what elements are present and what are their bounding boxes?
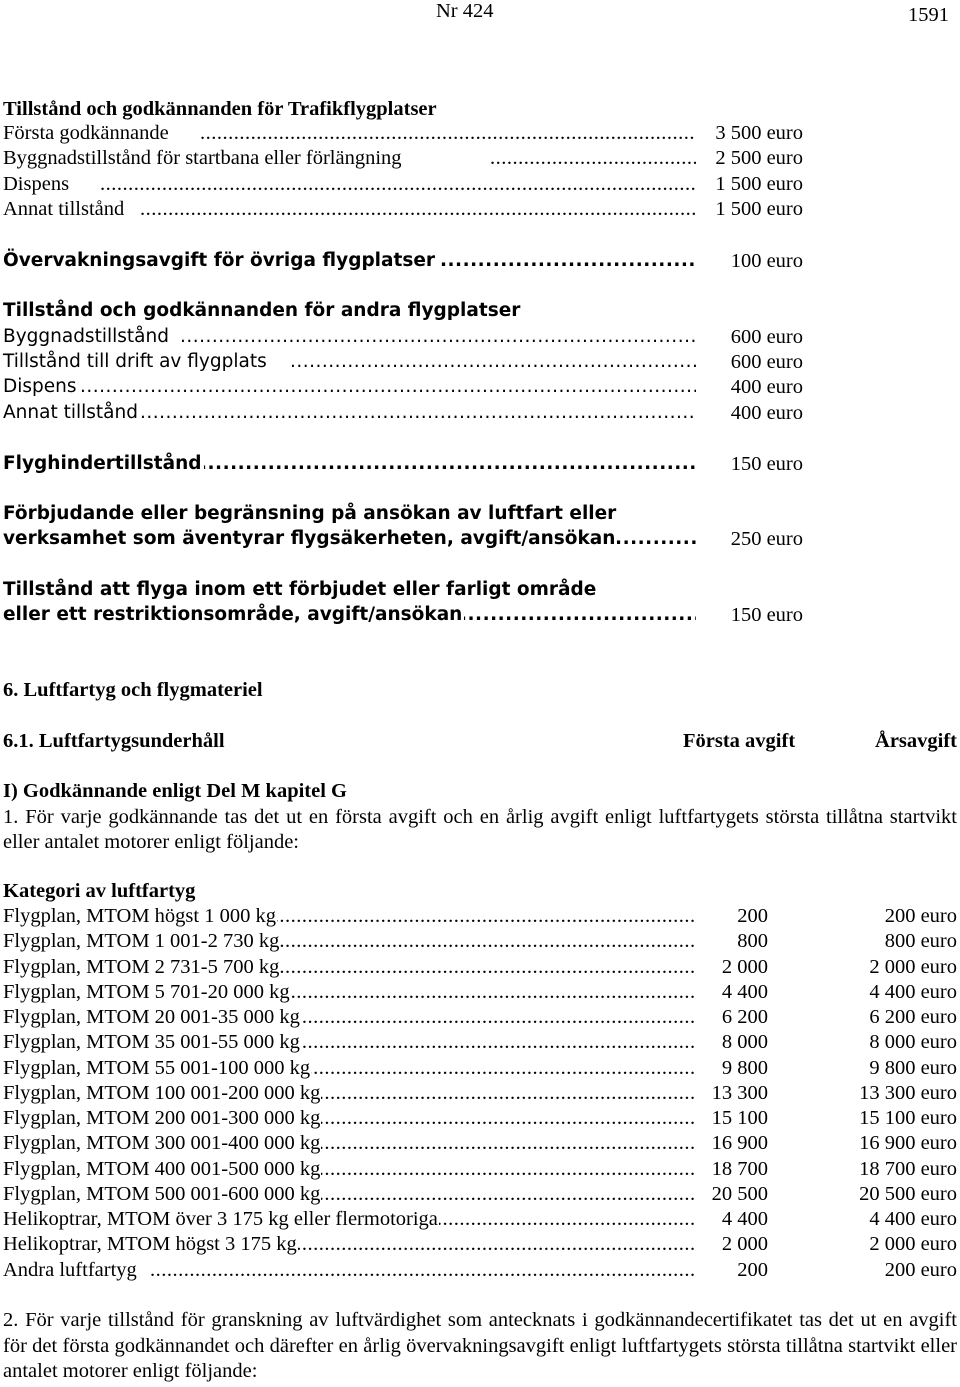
category-row-first-fee: 15 100: [711, 1107, 768, 1129]
category-row-annual-fee: 200 euro: [884, 905, 957, 927]
fee-label: Första godkännande: [3, 122, 169, 144]
fee-value: 2 500 euro: [715, 147, 803, 169]
category-row-first-fee: 2 000: [721, 1233, 768, 1255]
category-row-first-fee: 9 800: [721, 1057, 768, 1079]
overvakning-value: 100 euro: [730, 250, 803, 272]
fee-value: 3 500 euro: [715, 122, 803, 144]
category-heading: Kategori av luftfartyg: [3, 880, 196, 902]
flyghinder-value: 150 euro: [730, 453, 803, 475]
tillstand-flyga-value: 150 euro: [730, 604, 803, 626]
paragraph-1: 1. För varje godkännande tas det ut en första avgift och en årlig avgift enligt luftfartygets största tillåtna startvikt eller antalet motorer enligt följande:: [3, 806, 957, 853]
category-row-first-fee: 4 400: [721, 1208, 768, 1230]
category-row-label: Flygplan, MTOM 20 001-35 000 kg: [3, 1006, 300, 1028]
fee-label: Dispens: [3, 173, 70, 195]
page-number: 1591: [908, 4, 949, 26]
category-row-label: Helikoptrar, MTOM högst 3 175 kg: [3, 1233, 297, 1255]
dot-leader: [490, 147, 696, 169]
paragraph-2: 2. För varje tillstånd för granskning av luftvärdighet som antecknats i godkännandecertifikatet tas det ut en avgift för det första godkännandet och därefter en årlig övervakningsavgift enligt luftfartygets största tillåtna startvikt eller antalet motorer enligt följande:: [3, 1309, 957, 1382]
category-row-annual-fee: 15 100 euro: [859, 1107, 957, 1129]
category-row-first-fee: 2 000: [721, 956, 768, 978]
category-row-first-fee: 200: [737, 905, 768, 927]
andra-title: Tillstånd och godkännanden för andra flygplatser: [3, 300, 521, 321]
category-row-first-fee: 200: [737, 1259, 768, 1281]
category-row-annual-fee: 8 000 euro: [869, 1031, 957, 1053]
dot-leader: [200, 453, 696, 475]
category-row-first-fee: 4 400: [721, 981, 768, 1003]
category-row-label: Flygplan, MTOM högst 1 000 kg: [3, 905, 276, 927]
category-row-annual-fee: 16 900 euro: [859, 1132, 957, 1154]
category-row-label: Flygplan, MTOM 55 001-100 000 kg: [3, 1057, 311, 1079]
fee-label: Tillstånd till drift av flygplats: [3, 351, 267, 372]
forbjudande-line1: Förbjudande eller begränsning på ansökan av luftfart eller: [3, 503, 617, 524]
category-row-first-fee: 6 200: [721, 1006, 768, 1028]
dot-leader: [440, 250, 696, 272]
category-row-first-fee: 13 300: [711, 1082, 768, 1104]
column-annual-fee: Årsavgift: [875, 730, 957, 752]
category-row-label: Andra luftfartyg: [3, 1259, 137, 1281]
trafik-title: Tillstånd och godkännanden för Trafikflygplatser: [3, 98, 437, 120]
dot-leader: [140, 402, 696, 424]
category-row-first-fee: 16 900: [711, 1132, 768, 1154]
dot-leader: [180, 326, 696, 348]
category-row-label: Flygplan, MTOM 300 001-400 000 kg: [3, 1132, 321, 1154]
section-heading: 6. Luftfartyg och flygmateriel: [3, 679, 263, 701]
fee-label: Byggnadstillstånd för startbana eller förlängning: [3, 147, 402, 169]
category-row-annual-fee: 200 euro: [884, 1259, 957, 1281]
category-row-annual-fee: 6 200 euro: [869, 1006, 957, 1028]
dot-leader: [460, 604, 696, 626]
flyghinder-label: Flyghindertillstånd: [3, 453, 202, 474]
fee-value: 1 500 euro: [715, 198, 803, 220]
column-first-fee: Första avgift: [683, 730, 796, 752]
tillstand-flyga-line1: Tillstånd att flyga inom ett förbjudet eller farligt område: [3, 579, 597, 600]
fee-label: Byggnadstillstånd: [3, 326, 169, 347]
forbjudande-value: 250 euro: [730, 528, 803, 550]
fee-label: Dispens: [3, 376, 77, 397]
fee-value: 600 euro: [730, 351, 803, 373]
category-row-label: Flygplan, MTOM 500 001-600 000 kg: [3, 1183, 321, 1205]
fee-value: 400 euro: [730, 376, 803, 398]
overvakning-label: Övervakningsavgift för övriga flygplatser: [3, 250, 436, 271]
fee-label: Annat tillstånd: [3, 402, 138, 423]
category-row-annual-fee: 4 400 euro: [869, 1208, 957, 1230]
category-row-label: Flygplan, MTOM 1 001-2 730 kg: [3, 930, 280, 952]
category-row-first-fee: 20 500: [711, 1183, 768, 1205]
category-row-label: Flygplan, MTOM 100 001-200 000 kg: [3, 1082, 321, 1104]
category-row-label: Flygplan, MTOM 200 001-300 000 kg: [3, 1107, 321, 1129]
page-header-nr: Nr 424: [436, 0, 494, 22]
tillstand-flyga-line2: eller ett restriktionsområde, avgift/ansökan: [3, 604, 463, 625]
dot-leader: [80, 376, 696, 398]
category-row-first-fee: 18 700: [711, 1158, 768, 1180]
category-row-first-fee: 8 000: [721, 1031, 768, 1053]
dot-leader: [290, 351, 696, 373]
dot-leader: [150, 1259, 696, 1281]
category-row-annual-fee: 20 500 euro: [859, 1183, 957, 1205]
dot-leader: [140, 198, 696, 220]
category-row-annual-fee: 18 700 euro: [859, 1158, 957, 1180]
fee-label: Annat tillstånd: [3, 198, 125, 220]
category-row-annual-fee: 2 000 euro: [869, 956, 957, 978]
category-row-annual-fee: 9 800 euro: [869, 1057, 957, 1079]
fee-value: 600 euro: [730, 326, 803, 348]
fee-value: 400 euro: [730, 402, 803, 424]
dot-leader: [100, 173, 696, 195]
category-row-first-fee: 800: [737, 930, 768, 952]
subsection-heading: 6.1. Luftfartygsunderhåll: [3, 730, 225, 752]
category-row-label: Helikoptrar, MTOM över 3 175 kg eller flermotoriga: [3, 1208, 438, 1230]
forbjudande-line2: verksamhet som äventyrar flygsäkerheten, avgift/ansökan: [3, 528, 616, 549]
category-row-annual-fee: 2 000 euro: [869, 1233, 957, 1255]
category-row-annual-fee: 4 400 euro: [869, 981, 957, 1003]
category-row-annual-fee: 13 300 euro: [859, 1082, 957, 1104]
category-row-annual-fee: 800 euro: [884, 930, 957, 952]
category-row-label: Flygplan, MTOM 5 701-20 000 kg: [3, 981, 290, 1003]
category-row-label: Flygplan, MTOM 400 001-500 000 kg: [3, 1158, 321, 1180]
category-row-label: Flygplan, MTOM 35 001-55 000 kg: [3, 1031, 300, 1053]
dot-leader: [200, 122, 696, 144]
fee-value: 1 500 euro: [715, 173, 803, 195]
category-row-label: Flygplan, MTOM 2 731-5 700 kg: [3, 956, 280, 978]
approval-heading: I) Godkännande enligt Del M kapitel G: [3, 780, 347, 802]
